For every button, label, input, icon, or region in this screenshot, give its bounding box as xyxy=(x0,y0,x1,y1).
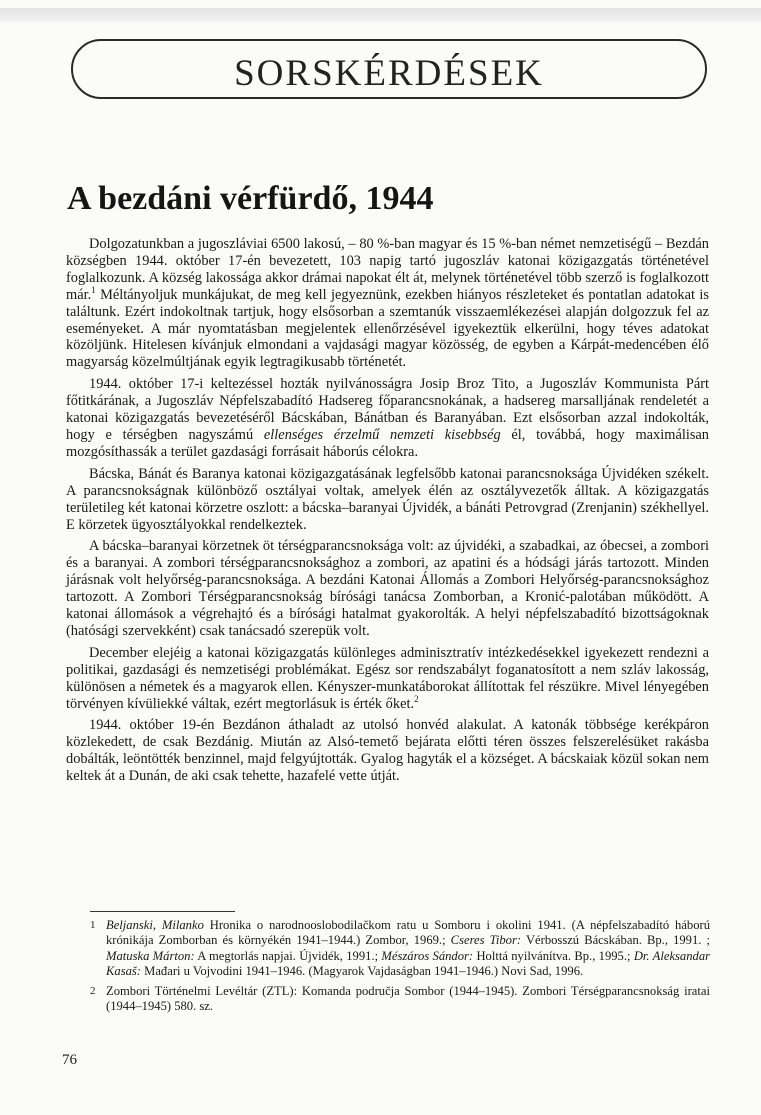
article-title: A bezdáni vérfürdő, 1944 xyxy=(67,180,434,217)
footnote-ref-2: 2 xyxy=(414,693,419,704)
paragraph-6: 1944. október 19-én Bezdánon áthaladt az utolsó honvéd alakulat. A katonák többsége kerékpáron közlekedett, de csak Bezdánig. Miután az Alsó-temető bejárata előtti téren összes felszerelésüket rakásba dobálták, leöntötték benzinnel, majd felgyújtották. Gyalog hagyták el a községet. A bácskaiak közül sokan nem keltek át a Dunán, de aki csak tehette, hazafelé vette útját. xyxy=(66,717,709,785)
footnote-text: Vérbosszú Bácskában. Bp., 1991. ; xyxy=(521,933,710,948)
footnote-author: Dr. Aleksandar Kasaš: xyxy=(106,948,711,978)
footnote-number: 1 xyxy=(90,919,96,931)
footnote-author: Cseres Tibor: xyxy=(450,933,522,948)
section-banner xyxy=(71,39,707,99)
article-body xyxy=(66,236,709,790)
paragraph-2-italic: ellenséges érzelmű nemzeti kisebbség xyxy=(263,426,501,443)
top-rule xyxy=(0,8,761,22)
footnote-text: Hronika o narodnooslobodilačkom ratu u Somboru i okolini 1941. (A népfelszabadító háború krónikája Zomborban és környékén 1941–1944.) Zombor, 1969.; xyxy=(106,918,710,948)
footnote-author: Mészáros Sándor: xyxy=(381,948,474,963)
footnote-text: Zombori Történelmi Levéltár (ZTL): Komanda područja Sombor (1944–1945). Zombori Térségparancsnokság iratai (1944–1945) 580. sz. xyxy=(106,984,710,1014)
paragraph-5-text: December elejéig a katonai közigazgatás különleges adminisztratív intézkedésekkel igyekezett rendezni a politikai, gazdasági és nemzetiségi problémákat. Egész sor rendszabályt foganatosított a nem szláv lakosság, különösen a németek és a magyarok ellen. Kényszer-munkatáborokat állítottak fel részükre. Mivel lényegében törvényen kívüliekké váltak, ezért megtorlásuk is érték őket. xyxy=(66,644,709,712)
footnote-ref-1: 1 xyxy=(91,284,96,295)
paragraph-1-text-a: Dolgozatunkban a jugoszláviai 6500 lakosú, – 80 %-ban magyar és 15 %-ban német nemzetiségű – Bezdán községben 1944. október 17-én bevezetett, 103 napig tartó jugoszláv katonai közigazgatás történetével foglalkozunk. A község lakossága akkor drámai napokat élt át, melynek történetével több szerző is foglalkozott már. xyxy=(66,236,709,303)
paragraph-4: A bácska–baranyai körzetnek öt térségparancsnoksága volt: az újvidéki, a szabadkai, az óbecsei, a zombori és a baranyai. A zombori térségparancsnoksághoz a zombori, az apatini és a hódsági járás tartozott. Minden járásnak volt helyőrség-parancsnoksága. A bezdáni Katonai Állomás a Zombori Helyőrség-parancsnoksághoz tartozott. A Zombori Térségparancsnokság bírósági tanácsa Zomborban, a Kronić-palotában működött. A katonai állomások a végrehajtó és a bírósági hatalmat gyakorolták. A helyi népfelszabadító bizottságoknak (hatósági szervekként) csak tanácsadó szerepük volt. xyxy=(66,538,709,639)
paragraph-1-text-b: Méltányoljuk munkájukat, de meg kell jegyeznünk, ezekben hiányos részleteket és pontatlan adatokat is találtunk. Ezért indokoltnak tartjuk, hogy elsősorban a szemtanúk visszaemlékezései alapján dolgozzuk fel az eseményeket. A már nyomtatásban megjelentek ellenőrzésével igyekeztük elkerülni, hogy téves adatokat közöljünk. Hitelesen kívánjuk elmondani a vajdasági magyar közösség, de egyben a Kárpát-medencében élő magyarság közelmúltjának egyik legtragikusabb történetét. xyxy=(66,286,709,371)
footnote-text: Holttá nyilvánítva. Bp., 1995.; xyxy=(473,948,634,963)
paragraph-1 xyxy=(66,236,709,371)
footnote-author: Beljanski, Milanko xyxy=(106,918,204,932)
paragraph-3: Bácska, Bánát és Baranya katonai közigazgatásának legfelsőbb katonai parancsnoksága Újvidéken székelt. A parancsnokságnak különböző osztályai voltak, amelyek élén az osztályvezetők álltak. A közigazgatás területileg két katonai körzetre oszlott: a bácska–baranyai Újvidék, a bánáti Petrovgrad (Zrenjanin) székhellyel. E körzetek ügyosztályokkal rendelkeztek. xyxy=(66,465,709,533)
footnote-divider xyxy=(90,911,235,912)
footnote-2 xyxy=(90,984,710,1015)
page-number: 76 xyxy=(62,1052,77,1068)
footnote-text: Mađari u Vojvodini 1941–1946. (Magyarok Vajdaságban 1941–1946.) Novi Sad, 1996. xyxy=(141,963,584,978)
paragraph-2-text-b: él, továbbá, hogy maximálisan mozgósíthassák a terület gazdasági forrásait háborús célokra. xyxy=(66,426,710,460)
paragraph-2-text-a: 1944. október 17-i keltezéssel hozták nyilvánosságra Josip Broz Tito, a Jugoszláv Kommunista Párt főtitkárának, a Jugoszláv Népfelszabadító Hadsereg főparancsnokának, a hadsereg marsalljának rendeletét a katonai közigazgatás bevezetéséről Bácskában, Bánátban és Baranyában. Ezt elsősorban azzal indokolták, hogy e térségben nagyszámú xyxy=(66,376,709,443)
footnote-text: A megtorlás napjai. Újvidék, 1991.; xyxy=(194,948,382,963)
footnote-1 xyxy=(90,918,710,979)
paragraph-5 xyxy=(66,645,709,713)
section-banner-title: SORSKÉRDÉSEK xyxy=(220,52,558,95)
footnotes xyxy=(90,918,710,1020)
footnote-author: Matuska Márton: xyxy=(106,948,195,963)
footnote-number: 2 xyxy=(90,985,96,998)
paragraph-2 xyxy=(66,376,709,461)
